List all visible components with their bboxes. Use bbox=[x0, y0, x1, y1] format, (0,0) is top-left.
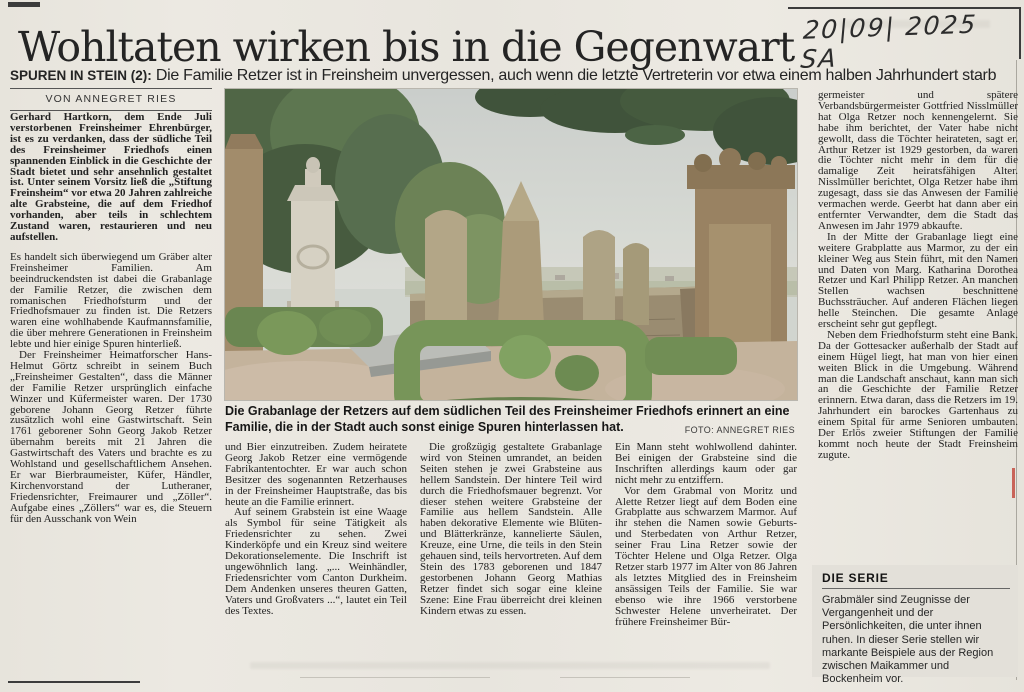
bottom-faint-rule-2 bbox=[560, 677, 690, 678]
paragraph: Vor dem Grabmal von Moritz und Alette Retzer liegt auf dem Boden eine Grabplatte aus schwarzem Marmor. Auf ihr stehen die Namen sowie Geburts- und Sterbedaten von Arthur Retzer, seiner Frau Lina Retzer sowie der Töchter Helene und Olga Retzer. Olga Retzer starb 1977 im Alter von 86 Jahren als letztes Mitglied des in Freinsheim ansässigen Teils der Familie. Sie war ebenso wie ihre 1966 verstorbene Schwester Helene unverheiratet. Der frühere Freinsheimer Bür- bbox=[615, 484, 797, 628]
subtitle: Die Familie Retzer ist in Freinsheim unvergessen, auch wenn die letzte Vertreterin vor etwa einem halben Jahrhundert starb bbox=[151, 67, 997, 84]
paragraph: Der Freinsheimer Heimatforscher Hans-Helmut Görtz schreibt in seinem Buch „Freinsheimer Gestalten“, dass die Männer der Familie Retzer ursprünglich einfache Winzer und Küfermeister waren. Der 1730 geborene Johann Georg Retzer führte zusätzlich wohl eine Gastwirtschaft. Sein 1761 geborener Sohn Georg Jakob Retzer übernahm bereits mit 21 Jahren die Gastwirtschaft des Vaters und brachte es zu Wohlstand und gesellschaftlichem Ansehen. Er war Bierbraumeister, Küfer, Händler, Kirchenvorstand der Lutheraner, Friedensrichter, Freimaurer und „Zöller“. Aufgabe eines „Zöllers“ war es, die Steuern für den Ausschank von Wein bbox=[10, 349, 212, 525]
paragraph: Gerhard Hartkorn, dem Ende Juli verstorbenen Freinsheimer Ehrenbürger, ist es zu verdanken, dass der südliche Teil des Freinsheimer Friedhofs einen spannenden Einblick in die Geschichte der Stadt bietet und sehr ansehnlich gestaltet ist. Unter seinem Vorsitz ließ die „Stiftung Freinsheim“ vor etwa 20 Jahren zahlreiche alte Grabsteine, die auf dem Friedhof vorhanden, aber teils in schlechtem Zustand waren, restaurieren und neu aufstellen. bbox=[10, 112, 212, 243]
paragraph: Es handelt sich überwiegend um Gräber alter Freinsheimer Familien. Am beeindruckendsten ist dabei die Grabanlage der Familie Retzer, die zwischen dem romanischen Friedhofsturm und der Friedhofsmauer zu finden ist. Die Retzers waren eine wohlhabende Kaufmannsfamilie, die über mehrere Generationen in Freinsheim lebte und hier einige Spuren hinterließ. bbox=[10, 250, 212, 351]
paragraph: In der Mitte der Grabanlage liegt eine weitere Grabplatte aus Marmor, zu der ein kleiner Weg aus Stein führt, mit den Namen und Daten von Marg. Katharina Dorothea Retzer und Karl Philipp Retzer. An manchen Stellen wachsen beschnittene Buchssträucher. Auf anderen Flächen liegen helle Steinchen. Die gesamte Anlage erscheint sehr gut gepflegt. bbox=[818, 230, 1018, 331]
paragraph: Auf seinem Grabstein ist eine Waage als Symbol für seine Tätigkeit als Friedensrichter zu sehen. Zwei Kinderköpfe und ein Kreuz sind weitere Dekorationselemente. Die Inschrift ist ungewöhnlich lang. „... Weinhändler, Friedensrichter vom Canton Durkheim. Dem Andenken unseres theuren Gatten, Vaters und Großvaters ...“, lautet ein Teil des Textes. bbox=[225, 506, 407, 617]
bottom-left-rule bbox=[8, 681, 140, 683]
series-box-text: Grabmäler sind Zeugnisse der Vergangenheit und der Persönlichkeiten, die unter ihnen ruhen. In dieser Serie stellen wir markante Beispiele aus der Region zwischen Maikammer und Bockenheim vor. bbox=[822, 594, 994, 686]
series-info-box bbox=[812, 565, 1018, 686]
bleed-through bbox=[250, 662, 770, 669]
column-4 bbox=[615, 442, 797, 662]
top-left-mark bbox=[8, 2, 40, 7]
series-box-title: DIE SERIE bbox=[822, 571, 1010, 589]
subtitle-row bbox=[10, 66, 1018, 86]
paragraph: und Bier einzutreiben. Zudem heiratete Georg Jakob Retzer eine vermögende Fabrikantentochter. Er war auch schon Besitzer des sogenannten Retzerhauses in der Freinsheimer Hauptstraße, das bis heute an die Familie erinnert. bbox=[225, 442, 407, 508]
column-3 bbox=[420, 442, 602, 662]
handwritten-date: 20|09| 2025 SA bbox=[799, 9, 979, 74]
article-photo bbox=[225, 89, 797, 400]
columns-under-photo bbox=[225, 442, 797, 662]
paragraph: germeister und spätere Verbandsbürgermeister Gottfried Nisslmüller hat Olga Retzer noch kennengelernt. Sie habe ihm berichtet, der Vater habe nicht gewollt, dass die Töchter heirateten, sagt er. Arthur Retzer ist 1929 gestorben, da waren die Töchter nicht mehr in dem für die damalige Zeit heiratsfähigen Alter. Nisslmüller berichtet, Olga Retzer habe ihm zugesagt, dass sie das Anwesen der Familie vermachen werde. Geerbt hat dann aber ein entfernter Verwandter, dem die Stadt das Anwesen im Jahr 1979 abkaufte. bbox=[818, 90, 1018, 232]
paragraph: Ein Mann steht wohlwollend dahinter. Bei einigen der Grabsteine sind die Inschriften allerdings kaum oder gar nicht mehr zu entziffern. bbox=[615, 442, 797, 486]
byline: VON ANNEGRET RIES bbox=[10, 88, 212, 111]
photo-caption bbox=[225, 404, 797, 440]
paragraph: Die großzügig gestaltete Grabanlage wird von Steinen umrandet, an beiden Seiten stehen je zwei Grabsteine aus hellem Sandstein. Der hintere Teil wird durch die Friedhofsmauer begrenzt. Vor dieser stehen weitere Grabsteine der Familie aus hellem Sandstein. Alle haben dekorative Elemente wie Blüten- und Blätterkränze, kannelierte Säulen, Kreuze, eine Urne, die teils in den Stein gehauen sind, teils hervortreten. Auf dem Stein des 1783 geborenen und 1847 gestorbenen Johann Georg Mathias Retzer findet sich sogar eine kleine Szene: Eine Frau überreicht drei kleinen Kindern etwas zu essen. bbox=[420, 442, 602, 617]
caption-text: Die Grabanlage der Retzers auf dem südlichen Teil des Freinsheimer Friedhofs erinnert an eine Familie, die in der Stadt auch sonst einige Spuren hinterlassen hat. bbox=[225, 404, 790, 434]
column-1 bbox=[10, 112, 212, 664]
column-2 bbox=[225, 442, 407, 662]
paragraph: Neben dem Friedhofsturm steht eine Bank. Da der Gottesacker außerhalb der Stadt auf einem Hügel liegt, hat man von hier einen weiten Blick in die Umgebung. Während man die Landschaft anschaut, kann man sich an die Geschichte der Familie Retzer erinnern. Etwa daran, dass die Retzers im 19. Jahrhundert ein barockes Gartenhaus zu einem Spital für arme Senioren umbauten. Der Erlös zweier Stiftungen der Familie kommt noch heute der Stadt Freinsheim zugute. bbox=[818, 328, 1018, 461]
bottom-faint-rule-1 bbox=[300, 677, 490, 678]
right-edge-rule-dark bbox=[1019, 7, 1021, 59]
series-kicker: SPUREN IN STEIN (2): bbox=[10, 68, 152, 83]
headline: Wohltaten wirken bis in die Gegenwart bbox=[18, 23, 795, 71]
photo-credit: FOTO: ANNEGRET RIES bbox=[684, 424, 795, 435]
